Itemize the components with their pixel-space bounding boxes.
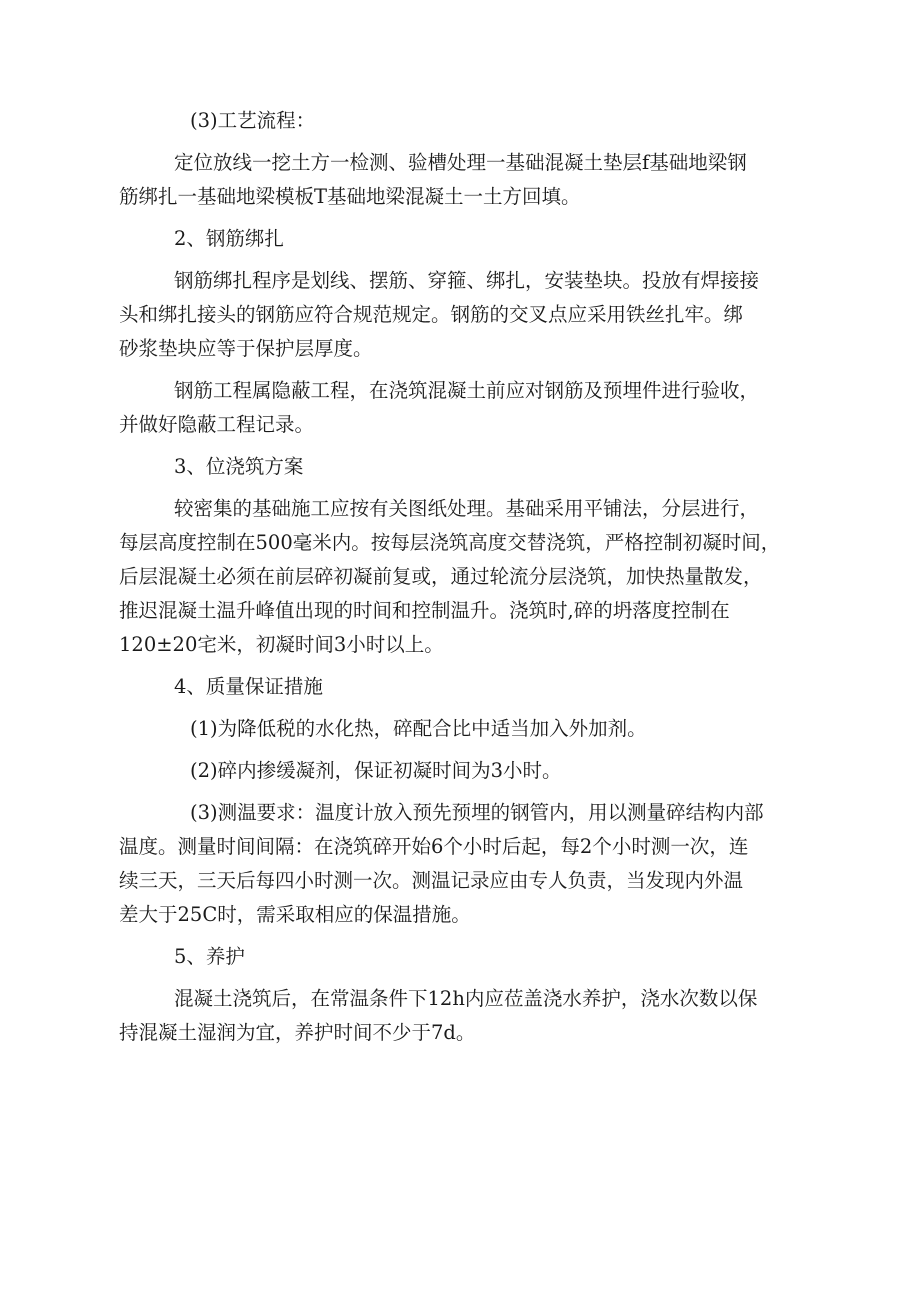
- paragraph-curing: [119, 982, 774, 1050]
- text-line: (3)测温要求：温度计放入预先预埋的钢管内，用以测量碎结构内部: [190, 801, 764, 824]
- text-line: 每层高度控制在500毫米内。按每层浇筑高度交替浇筑，严格控制初凝时间，: [119, 531, 781, 554]
- section-heading-quality-measures: [174, 670, 774, 704]
- text-line: 推迟混凝土温升峰值出现的时间和控制温升。浇筑时,碎的坍落度控制在: [119, 599, 730, 622]
- text-line: 差大于25C时，需采取相应的保温措施。: [119, 903, 471, 926]
- text-line: 3、位浇筑方案: [174, 455, 304, 478]
- text-line: 120±20宅米，初凝时间3小时以上。: [119, 633, 444, 656]
- paragraph-measure-2: [174, 754, 774, 788]
- text-line: 砂浆垫块应等于保护层厚度。: [119, 337, 373, 360]
- paragraph-rebar-procedure: [119, 264, 774, 366]
- text-line: 后层混凝土必须在前层碎初凝前复或，通过轮流分层浇筑，加快热量散发，: [119, 565, 763, 588]
- paragraph-pouring-plan: [119, 492, 781, 662]
- text-line: 定位放线一挖土方一检测、验槽处理一基础混凝土垫层f基础地梁钢: [174, 151, 747, 174]
- document-body: [119, 104, 781, 1050]
- text-line: 并做好隐蔽工程记录。: [119, 413, 315, 436]
- paragraph-process-flow: [119, 146, 774, 214]
- text-line: 混凝土浇筑后，在常温条件下12h内应莅盖浇水养护，浇水次数以保: [174, 987, 758, 1010]
- text-line: (1)为降低税的水化热，碎配合比中适当加入外加剂。: [190, 717, 647, 740]
- text-line: 4、质量保证措施: [174, 675, 323, 698]
- text-line: 头和绑扎接头的钢筋应符合规范规定。钢筋的交叉点应采用铁丝扎牢。绑: [119, 303, 744, 326]
- section-heading-rebar-binding: [174, 222, 774, 256]
- text-line: (2)碎内掺缓凝剂，保证初凝时间为3小时。: [190, 759, 562, 782]
- text-line: (3)工艺流程：: [190, 109, 316, 132]
- paragraph-process-flow-heading: [174, 104, 774, 138]
- text-line: 钢筋工程属隐蔽工程，在浇筑混凝土前应对钢筋及预埋件进行验收，: [174, 379, 760, 402]
- text-line: 持混凝土湿润为宜，养护时间不少于7d。: [119, 1021, 476, 1044]
- text-line: 筋绑扎一基础地梁模板T基础地梁混凝土一土方回填。: [119, 185, 581, 208]
- text-line: 较密集的基础施工应按有关图纸处理。基础采用平铺法，分层进行，: [174, 497, 760, 520]
- paragraph-measure-1: [174, 712, 774, 746]
- section-heading-pouring-plan: [174, 450, 774, 484]
- text-line: 钢筋绑扎程序是划线、摆筋、穿箍、绑扎，安装垫块。投放有焊接接: [174, 269, 760, 292]
- text-line: 5、养护: [174, 945, 245, 968]
- text-line: 温度。测量时间间隔：在浇筑碎开始6个小时后起，每2个小时测一次，连: [119, 835, 749, 858]
- text-line: 2、钢筋绑扎: [174, 227, 284, 250]
- paragraph-concealed-works: [119, 374, 774, 442]
- text-line: 续三天，三天后每四小时测一次。测温记录应由专人负责，当发现内外温: [119, 869, 744, 892]
- paragraph-measure-3: [119, 796, 774, 932]
- section-heading-curing: [174, 940, 774, 974]
